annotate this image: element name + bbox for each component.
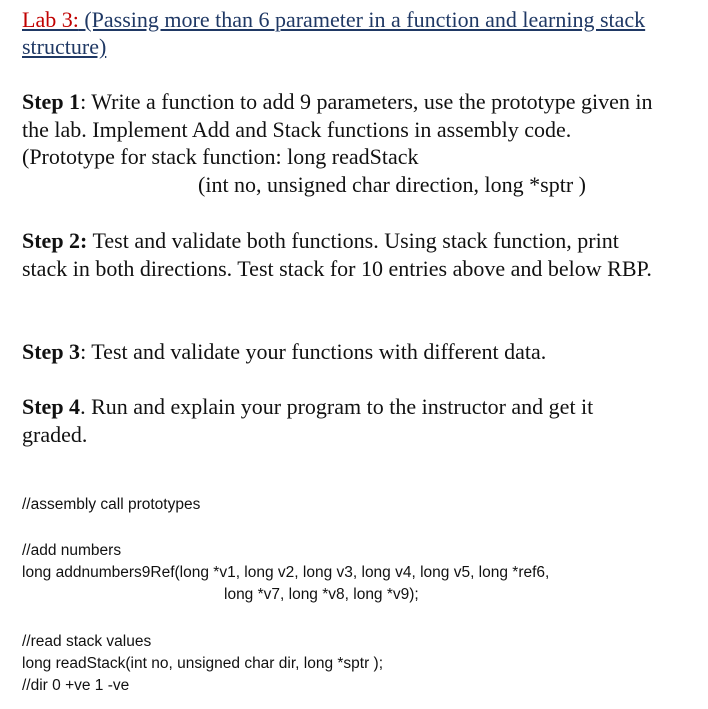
step-2 (22, 227, 662, 282)
step-2-label: Step 2: (22, 228, 88, 253)
step-3-label: Step 3 (22, 339, 81, 364)
step-4-text: Run and explain your program to the instructor and get it graded. (22, 394, 594, 447)
step-2-text: Test and validate both functions. Using stack function, print stack in both directions. Test stack for 10 entries above and below RBP. (22, 228, 652, 281)
step-1-continuation: (int no, unsigned char direction, long *sptr ) (198, 171, 586, 197)
code-header-comment: //assembly call prototypes (22, 496, 201, 513)
code-add-prototype-line2: long *v7, long *v8, long *v9); (224, 586, 419, 603)
code-add-prototype-line1: long addnumbers9Ref(long *v1, long v2, long v3, long v4, long v5, long *ref6, (22, 564, 550, 581)
step-3-text: Test and validate your functions with different data. (91, 339, 547, 364)
code-read-comment: //read stack values (22, 633, 152, 650)
code-read-prototype: long readStack(int no, unsigned char dir, long *sptr ); (22, 655, 384, 672)
step-4: Step 4. Run and explain your program to the instructor and get it graded. (22, 394, 594, 447)
step-1: Step 1: Write a function to add 9 parameters, use the prototype given in the lab. Implement Add and Stack functions in assembly code. (Prototype for stack function: long readStack (int no, unsigned char direction, long *sptr ) (22, 88, 662, 198)
code-dir-comment: //dir 0 +ve 1 -ve (22, 677, 130, 694)
code-add-comment: //add numbers (22, 542, 122, 559)
lab-number: Lab 3: (22, 7, 79, 32)
lab-title-text: (Passing more than 6 parameter in a function and learning stack structure) (22, 7, 646, 59)
step-1-label: Step 1 (22, 89, 81, 114)
step-1-text: Write a function to add 9 parameters, use the prototype given in the lab. Implement Add and Stack functions in assembly code. (Prototype for stack function: long readStack (22, 89, 653, 169)
step-3: Step 3: Test and validate your functions with different data. (22, 339, 547, 364)
lab-title (22, 6, 682, 60)
step-4-label: Step 4 (22, 394, 81, 419)
